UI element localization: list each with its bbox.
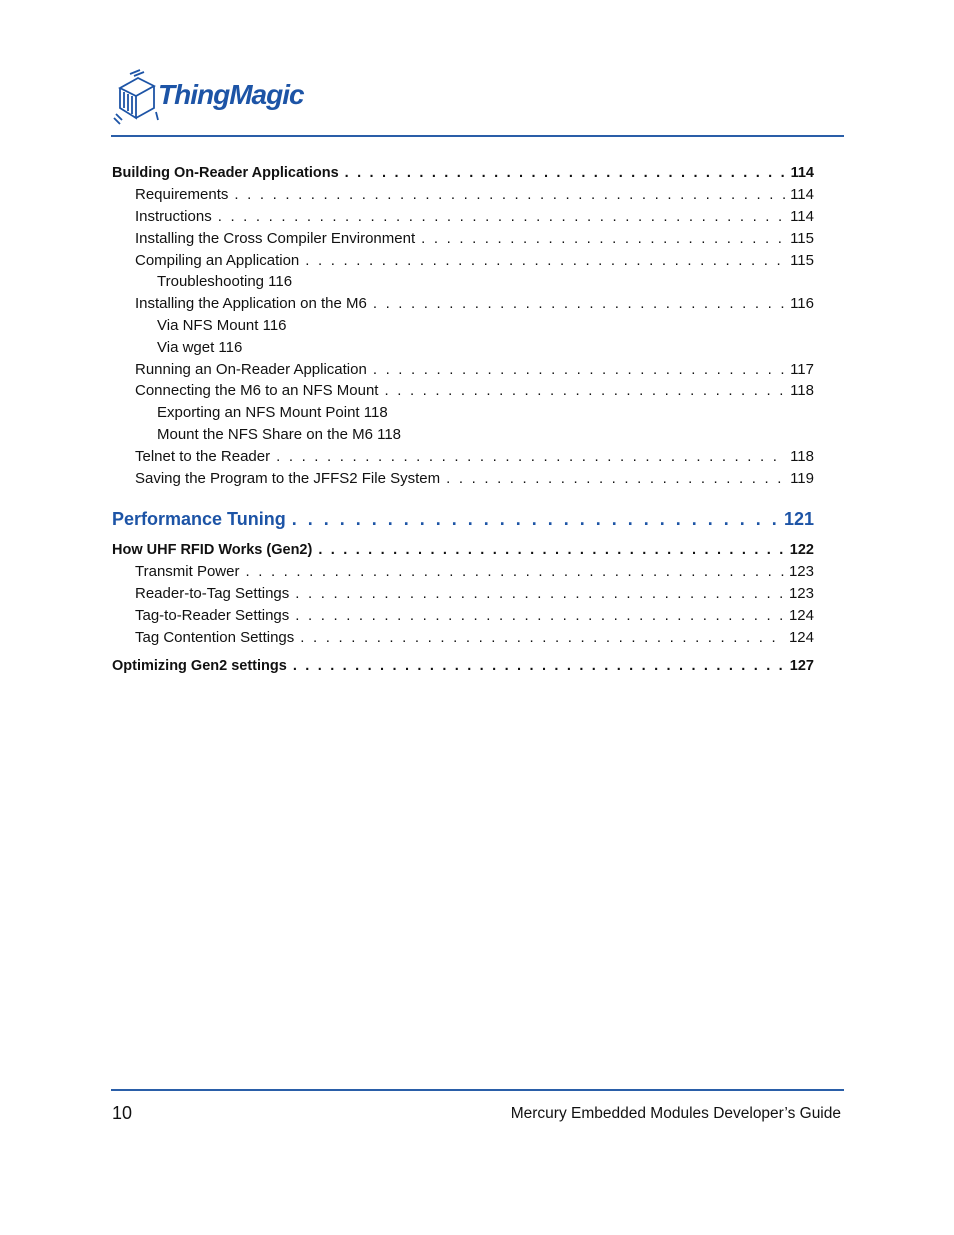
toc-chapter-performance[interactable] bbox=[112, 508, 814, 530]
toc-page-number: 114 bbox=[790, 208, 814, 225]
toc-entry-requirements[interactable] bbox=[135, 186, 814, 204]
toc-page-number: 124 bbox=[788, 607, 814, 624]
toc-page-number: 123 bbox=[788, 563, 814, 580]
toc-page-number: 118 bbox=[790, 382, 814, 399]
toc-page-number: 122 bbox=[789, 542, 814, 558]
toc-entry-label: Telnet to the Reader bbox=[135, 448, 271, 465]
toc-page-number: 116 bbox=[790, 295, 814, 312]
toc-entry-via-wget[interactable] bbox=[157, 339, 814, 357]
thingmagic-logo bbox=[110, 68, 304, 128]
toc-leader-dots bbox=[228, 186, 786, 204]
toc-entry-label: Mount the NFS Share on the M6 118 bbox=[157, 426, 402, 443]
toc-entry-label: Installing the Application on the M6 bbox=[135, 295, 367, 312]
thingmagic-cube-icon bbox=[110, 68, 160, 128]
toc-entry-label: Troubleshooting 116 bbox=[157, 273, 293, 290]
toc-page-number: 121 bbox=[783, 509, 814, 529]
toc-entry-label: Connecting the M6 to an NFS Mount bbox=[135, 382, 379, 399]
toc-leader-dots bbox=[378, 382, 786, 400]
footer-divider bbox=[111, 1089, 844, 1091]
toc-leader-dots bbox=[286, 508, 780, 530]
toc-entry-label: Instructions bbox=[135, 208, 212, 225]
toc-leader-dots bbox=[440, 470, 786, 488]
toc-page-number: 114 bbox=[790, 186, 814, 203]
toc-entry-troubleshooting[interactable] bbox=[157, 273, 814, 291]
toc-page-number: 117 bbox=[790, 361, 814, 378]
toc-entry-mount-share[interactable] bbox=[157, 426, 814, 444]
toc-entry-connecting[interactable] bbox=[135, 382, 814, 400]
toc-leader-dots bbox=[312, 541, 785, 559]
toc-entry-label: Running an On-Reader Application bbox=[135, 361, 367, 378]
toc-leader-dots bbox=[415, 230, 786, 248]
toc-page-number: 114 bbox=[790, 165, 814, 181]
toc-page-number: 115 bbox=[790, 230, 814, 247]
toc-page-number: 115 bbox=[790, 252, 814, 269]
toc-entry-label: Via wget 116 bbox=[157, 339, 243, 356]
toc-page-number: 124 bbox=[788, 629, 814, 646]
toc-entry-label: Building On-Reader Applications bbox=[112, 165, 339, 181]
toc-entry-label: Tag-to-Reader Settings bbox=[135, 607, 290, 624]
logo-wordmark: ThingMagic bbox=[158, 79, 304, 110]
toc-page-number: 127 bbox=[789, 658, 814, 674]
toc-page-number: 123 bbox=[788, 585, 814, 602]
toc-entry-label: Saving the Program to the JFFS2 File System bbox=[135, 470, 441, 487]
toc-leader-dots bbox=[270, 448, 786, 466]
toc-entry-label: Compiling an Application bbox=[135, 252, 300, 269]
toc-entry-label: Via NFS Mount 116 bbox=[157, 317, 287, 334]
toc-entry-reader-to-tag[interactable] bbox=[135, 585, 814, 603]
footer-page-number: 10 bbox=[112, 1103, 133, 1123]
footer-document-title: Mercury Embedded Modules Developer’s Guide bbox=[510, 1105, 841, 1122]
toc-entry-label: How UHF RFID Works (Gen2) bbox=[112, 542, 313, 558]
toc-entry-instructions[interactable] bbox=[135, 208, 814, 226]
toc-page-number: 118 bbox=[790, 448, 814, 465]
toc-entry-optimizing[interactable] bbox=[112, 657, 814, 675]
toc-entry-via-nfs[interactable] bbox=[157, 317, 814, 335]
toc-entry-label: Requirements bbox=[135, 186, 229, 203]
toc-entry-telnet[interactable] bbox=[135, 448, 814, 466]
toc-leader-dots bbox=[339, 164, 787, 182]
toc-entry-label: Optimizing Gen2 settings bbox=[112, 658, 287, 674]
toc-leader-dots bbox=[289, 607, 785, 625]
toc-leader-dots bbox=[289, 585, 785, 603]
toc-entry-exporting[interactable] bbox=[157, 404, 814, 422]
toc-leader-dots bbox=[367, 361, 786, 379]
toc-entry-tag-contention[interactable] bbox=[135, 629, 814, 647]
toc-entry-transmit[interactable] bbox=[135, 563, 814, 581]
header-divider bbox=[111, 135, 844, 137]
toc-entry-installing-app[interactable] bbox=[135, 295, 814, 313]
toc-entry-label: Exporting an NFS Mount Point 118 bbox=[157, 404, 388, 421]
toc-entry-compiling[interactable] bbox=[135, 252, 814, 270]
toc-entry-label: Tag Contention Settings bbox=[135, 629, 295, 646]
toc-leader-dots bbox=[212, 208, 786, 226]
toc-entry-running[interactable] bbox=[135, 361, 814, 379]
toc-entry-building[interactable] bbox=[112, 164, 814, 182]
toc-entry-label: Reader-to-Tag Settings bbox=[135, 585, 290, 602]
toc-entry-saving[interactable] bbox=[135, 470, 814, 488]
toc-entry-label: Performance Tuning bbox=[112, 509, 286, 529]
toc-entry-label: Transmit Power bbox=[135, 563, 240, 580]
toc-leader-dots bbox=[367, 295, 786, 313]
toc-entry-cross-compiler[interactable] bbox=[135, 230, 814, 248]
toc-leader-dots bbox=[287, 657, 786, 675]
toc-entry-how-uhf[interactable] bbox=[112, 541, 814, 559]
toc-page-number: 119 bbox=[790, 470, 814, 487]
toc-entry-label: Installing the Cross Compiler Environment bbox=[135, 230, 416, 247]
toc-leader-dots bbox=[299, 252, 786, 270]
toc-leader-dots bbox=[239, 563, 785, 581]
toc-entry-tag-to-reader[interactable] bbox=[135, 607, 814, 625]
toc-leader-dots bbox=[294, 629, 785, 647]
